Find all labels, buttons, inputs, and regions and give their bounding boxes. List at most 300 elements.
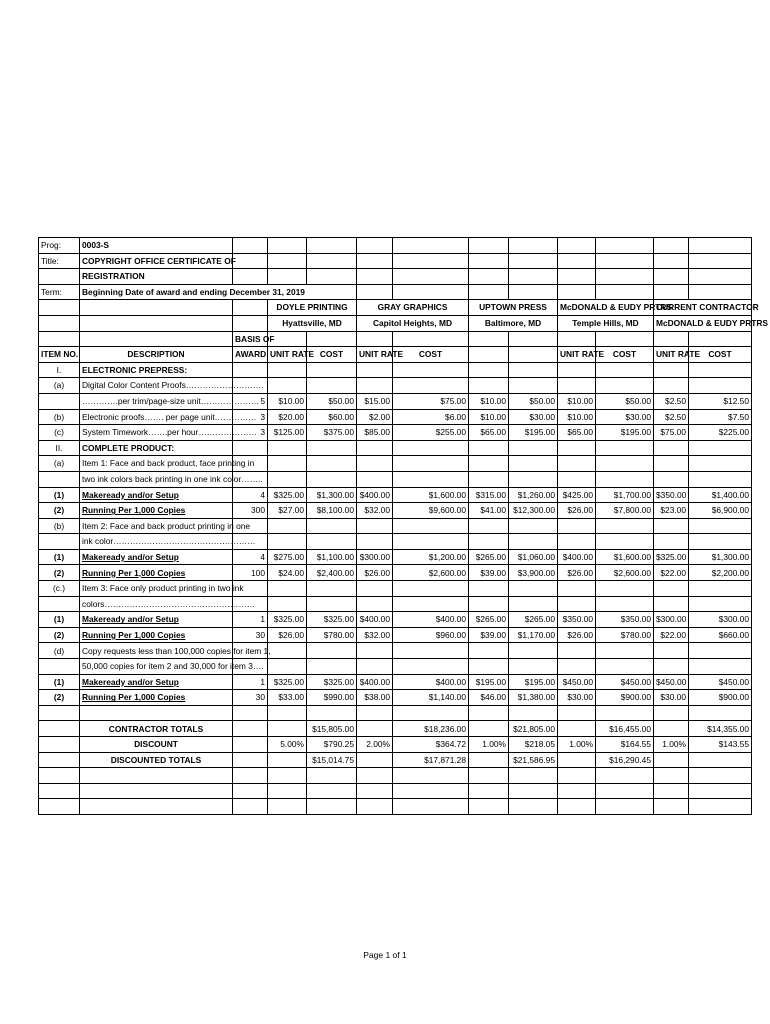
unit-rate-cell	[654, 440, 689, 456]
cost-header: COST	[307, 347, 357, 363]
blank-row	[39, 783, 752, 799]
description-header: DESCRIPTION	[80, 347, 233, 363]
table-row	[39, 409, 752, 425]
contractor-location-mcdonald: Temple Hills, MD	[558, 315, 654, 331]
cost-cell: $780.00	[596, 627, 654, 643]
unit-rate-cell: $15.00	[357, 393, 393, 409]
item-description: 50,000 copies for item 2 and 30,000 for item 3….	[80, 659, 233, 675]
item-number: (c.)	[39, 581, 80, 597]
basis-of-award	[233, 721, 268, 737]
empty-cell	[509, 768, 558, 784]
item-number	[39, 737, 80, 753]
cost-cell	[307, 581, 357, 597]
unit-rate-cell	[654, 643, 689, 659]
unit-rate-cell	[654, 378, 689, 394]
cost-cell	[509, 596, 558, 612]
unit-rate-cell	[469, 752, 509, 768]
unit-rate-cell: $265.00	[469, 549, 509, 565]
empty-cell	[233, 705, 268, 721]
page-number: Page 1 of 1	[363, 950, 407, 960]
cost-cell: $9,600.00	[393, 503, 469, 519]
unit-rate-cell	[654, 471, 689, 487]
title-row-2	[39, 269, 752, 285]
cost-cell	[393, 362, 469, 378]
cost-cell	[509, 534, 558, 550]
table-row	[39, 643, 752, 659]
empty-cell	[689, 768, 752, 784]
unit-rate-cell: $27.00	[268, 503, 307, 519]
cost-cell: $1,600.00	[596, 549, 654, 565]
unit-rate-cell	[558, 596, 596, 612]
item-number	[39, 471, 80, 487]
empty-cell	[233, 783, 268, 799]
unit-rate-cell: $32.00	[357, 627, 393, 643]
cost-cell: $225.00	[689, 425, 752, 441]
unit-rate-cell: 1.00%	[654, 737, 689, 753]
item-number: (2)	[39, 503, 80, 519]
unit-rate-cell	[357, 518, 393, 534]
unit-rate-cell	[558, 362, 596, 378]
cost-cell: $990.00	[307, 690, 357, 706]
unit-rate-cell	[268, 471, 307, 487]
unit-rate-cell	[268, 518, 307, 534]
basis-of-award	[233, 362, 268, 378]
item-no-header: ITEM NO.	[39, 347, 80, 363]
item-number: (1)	[39, 549, 80, 565]
cost-cell	[509, 456, 558, 472]
cost-cell: $3,900.00	[509, 565, 558, 581]
empty-cell	[80, 768, 233, 784]
unit-rate-cell	[469, 362, 509, 378]
unit-rate-cell	[654, 456, 689, 472]
cost-cell	[307, 643, 357, 659]
cost-cell	[307, 659, 357, 675]
item-description: ELECTRONIC PREPRESS:	[80, 362, 233, 378]
cost-header: COST	[596, 347, 654, 363]
empty-cell	[393, 783, 469, 799]
table-row	[39, 752, 752, 768]
unit-rate-cell	[268, 721, 307, 737]
cost-cell: $6.00	[393, 409, 469, 425]
cost-cell	[393, 378, 469, 394]
unit-rate-cell	[268, 362, 307, 378]
cost-cell	[689, 643, 752, 659]
cost-cell	[509, 440, 558, 456]
item-number	[39, 393, 80, 409]
table-row	[39, 425, 752, 441]
contractor-location-row	[39, 315, 752, 331]
cost-cell	[509, 362, 558, 378]
cost-cell: $17,871.28	[393, 752, 469, 768]
unit-rate-cell	[357, 534, 393, 550]
unit-rate-cell	[268, 440, 307, 456]
table-row	[39, 690, 752, 706]
cost-cell	[596, 471, 654, 487]
empty-cell	[558, 799, 596, 815]
empty-cell	[307, 783, 357, 799]
item-description: Item 1: Face and back product, face printing in	[80, 456, 233, 472]
table-row	[39, 596, 752, 612]
cost-cell: $195.00	[509, 425, 558, 441]
unit-rate-cell: $30.00	[558, 690, 596, 706]
title-label: Title:	[39, 253, 80, 269]
empty-cell	[80, 799, 233, 815]
cost-cell: $660.00	[689, 627, 752, 643]
cost-cell	[393, 456, 469, 472]
table-row	[39, 471, 752, 487]
cost-cell	[509, 378, 558, 394]
basis-of-award: 4	[233, 487, 268, 503]
empty-cell	[357, 799, 393, 815]
unit-rate-cell	[558, 721, 596, 737]
unit-rate-cell	[558, 471, 596, 487]
unit-rate-cell	[469, 659, 509, 675]
cost-cell: $1,200.00	[393, 549, 469, 565]
table-row	[39, 565, 752, 581]
unit-rate-cell: $315.00	[469, 487, 509, 503]
empty-cell	[357, 705, 393, 721]
unit-rate-cell	[268, 581, 307, 597]
empty-cell	[268, 705, 307, 721]
unit-rate-cell: $10.00	[268, 393, 307, 409]
unit-rate-cell: $2.00	[357, 409, 393, 425]
unit-rate-cell: $26.00	[357, 565, 393, 581]
cost-cell: $50.00	[596, 393, 654, 409]
cost-cell: $1,600.00	[393, 487, 469, 503]
contractor-location-uptown: Baltimore, MD	[469, 315, 558, 331]
basis-of-award: 1	[233, 674, 268, 690]
unit-rate-cell	[469, 534, 509, 550]
cost-cell: $375.00	[307, 425, 357, 441]
cost-cell	[307, 471, 357, 487]
unit-rate-cell	[654, 581, 689, 597]
cost-cell: $780.00	[307, 627, 357, 643]
cost-cell: $164.55	[596, 737, 654, 753]
empty-cell	[357, 768, 393, 784]
unit-rate-cell	[469, 596, 509, 612]
cost-cell: $15,014.75	[307, 752, 357, 768]
item-description: Running Per 1,000 Copies	[80, 690, 233, 706]
cost-cell: $30.00	[596, 409, 654, 425]
contractor-location-current: McDONALD & EUDY PRTRS	[654, 315, 752, 331]
cost-cell	[393, 581, 469, 597]
empty-cell	[39, 705, 80, 721]
contractor-name-doyle: DOYLE PRINTING	[268, 300, 357, 316]
unit-rate-cell: $39.00	[469, 565, 509, 581]
empty-cell	[689, 799, 752, 815]
unit-rate-cell: $33.00	[268, 690, 307, 706]
basis-header-line-1: BASIS OF	[233, 331, 268, 347]
item-number: (2)	[39, 627, 80, 643]
unit-rate-cell: $22.00	[654, 565, 689, 581]
cost-cell: $400.00	[393, 674, 469, 690]
cost-cell	[689, 581, 752, 597]
empty-cell	[596, 783, 654, 799]
unit-rate-cell: 1.00%	[469, 737, 509, 753]
basis-of-award: 300	[233, 503, 268, 519]
table-row	[39, 503, 752, 519]
cost-cell	[307, 534, 357, 550]
cost-cell	[689, 456, 752, 472]
table-row	[39, 487, 752, 503]
unit-rate-cell	[268, 456, 307, 472]
item-number	[39, 721, 80, 737]
unit-rate-cell: $325.00	[654, 549, 689, 565]
empty-cell	[596, 799, 654, 815]
empty-cell	[509, 783, 558, 799]
cost-cell	[596, 581, 654, 597]
cost-cell	[689, 518, 752, 534]
table-row	[39, 721, 752, 737]
item-description: COMPLETE PRODUCT:	[80, 440, 233, 456]
basis-header-row	[39, 331, 752, 347]
empty-cell	[357, 783, 393, 799]
empty-cell	[393, 768, 469, 784]
empty-cell	[39, 799, 80, 815]
contractor-location-doyle: Hyattsville, MD	[268, 315, 357, 331]
empty-cell	[654, 783, 689, 799]
blank-row	[39, 768, 752, 784]
cost-cell: $143.55	[689, 737, 752, 753]
empty-cell	[268, 799, 307, 815]
unit-rate-cell: $125.00	[268, 425, 307, 441]
cost-cell: $364.72	[393, 737, 469, 753]
empty-cell	[469, 768, 509, 784]
cost-cell	[689, 471, 752, 487]
basis-of-award: 3	[233, 409, 268, 425]
unit-rate-header: UNIT RATE	[558, 347, 596, 363]
cost-cell: $1,140.00	[393, 690, 469, 706]
cost-cell: $325.00	[307, 674, 357, 690]
item-description: Running Per 1,000 Copies	[80, 627, 233, 643]
unit-rate-cell: $2.50	[654, 409, 689, 425]
cost-cell	[307, 440, 357, 456]
cost-cell: $1,060.00	[509, 549, 558, 565]
table-row	[39, 659, 752, 675]
cost-cell: $60.00	[307, 409, 357, 425]
unit-rate-cell	[469, 471, 509, 487]
unit-rate-cell	[469, 456, 509, 472]
unit-rate-cell	[558, 440, 596, 456]
unit-rate-cell	[654, 534, 689, 550]
term-value: Beginning Date of award and ending December 31, 2019	[80, 284, 307, 300]
cost-cell	[596, 362, 654, 378]
basis-of-award: 30	[233, 627, 268, 643]
unit-rate-cell	[268, 752, 307, 768]
unit-rate-cell: $39.00	[469, 627, 509, 643]
unit-rate-cell	[469, 643, 509, 659]
unit-rate-cell: $325.00	[268, 487, 307, 503]
unit-rate-cell	[268, 643, 307, 659]
cost-header: COST	[689, 347, 752, 363]
cost-cell	[393, 659, 469, 675]
unit-rate-cell	[357, 721, 393, 737]
table-row	[39, 612, 752, 628]
cost-cell: $7,800.00	[596, 503, 654, 519]
empty-cell	[689, 705, 752, 721]
cost-cell	[393, 471, 469, 487]
unit-rate-cell: $23.00	[654, 503, 689, 519]
unit-rate-cell	[469, 518, 509, 534]
cost-header: COST	[393, 347, 469, 363]
cost-cell: $1,300.00	[689, 549, 752, 565]
cost-cell: $50.00	[509, 393, 558, 409]
cost-cell	[509, 643, 558, 659]
empty-cell	[596, 768, 654, 784]
item-description: ………….per trim/page-size unit…………………	[80, 393, 233, 409]
cost-cell: $8,100.00	[307, 503, 357, 519]
unit-rate-header: UNIT RATE	[268, 347, 307, 363]
empty-cell	[268, 783, 307, 799]
unit-rate-cell: $26.00	[558, 565, 596, 581]
unit-rate-cell: $32.00	[357, 503, 393, 519]
item-description: Electronic proofs……. per page unit……………	[80, 409, 233, 425]
unit-rate-cell: $275.00	[268, 549, 307, 565]
unit-rate-cell	[357, 752, 393, 768]
table-row	[39, 456, 752, 472]
unit-rate-cell	[469, 440, 509, 456]
contractor-location-gray: Capitol Heights, MD	[357, 315, 469, 331]
basis-of-award	[233, 752, 268, 768]
unit-rate-cell: 2.00%	[357, 737, 393, 753]
cost-cell: $195.00	[509, 674, 558, 690]
unit-rate-cell: $26.00	[558, 627, 596, 643]
unit-rate-cell	[469, 581, 509, 597]
bid-abstract-table	[38, 237, 768, 815]
item-description: ink color……………………………………………	[80, 534, 233, 550]
empty-cell	[689, 783, 752, 799]
basis-of-award	[233, 440, 268, 456]
unit-rate-cell: $400.00	[357, 612, 393, 628]
empty-cell	[469, 705, 509, 721]
unit-rate-cell: $300.00	[654, 612, 689, 628]
item-number	[39, 534, 80, 550]
unit-rate-cell	[558, 534, 596, 550]
item-description: two ink colors back printing in one ink color……..	[80, 471, 233, 487]
basis-of-award: 30	[233, 690, 268, 706]
cost-cell	[689, 534, 752, 550]
item-number	[39, 596, 80, 612]
prog-row	[39, 238, 752, 254]
total-label: CONTRACTOR TOTALS	[80, 721, 233, 737]
cost-cell	[689, 362, 752, 378]
cost-cell	[689, 378, 752, 394]
unit-rate-cell: $20.00	[268, 409, 307, 425]
cost-cell: $50.00	[307, 393, 357, 409]
cost-cell	[393, 643, 469, 659]
cost-cell	[393, 440, 469, 456]
item-number: (b)	[39, 518, 80, 534]
table-row	[39, 674, 752, 690]
total-label: DISCOUNT	[80, 737, 233, 753]
unit-rate-cell: $26.00	[558, 503, 596, 519]
unit-rate-cell	[357, 362, 393, 378]
unit-rate-cell: $325.00	[268, 612, 307, 628]
basis-header-line-2: AWARD	[233, 347, 268, 363]
cost-cell	[307, 596, 357, 612]
term-label: Term:	[39, 284, 80, 300]
basis-of-award	[233, 737, 268, 753]
unit-rate-cell: $38.00	[357, 690, 393, 706]
cost-cell	[596, 659, 654, 675]
title-line-1: COPYRIGHT OFFICE CERTIFICATE OF	[80, 253, 233, 269]
cost-cell: $2,600.00	[393, 565, 469, 581]
unit-rate-cell	[357, 659, 393, 675]
unit-rate-cell	[268, 659, 307, 675]
cost-cell: $21,586.95	[509, 752, 558, 768]
item-description: Makeready and/or Setup	[80, 487, 233, 503]
unit-rate-cell: $65.00	[558, 425, 596, 441]
unit-rate-cell: $41.00	[469, 503, 509, 519]
cost-cell: $1,100.00	[307, 549, 357, 565]
table-row	[39, 393, 752, 409]
title-line-2: REGISTRATION	[80, 269, 233, 285]
item-description: System Timework…….per hour…………………	[80, 425, 233, 441]
item-number: (d)	[39, 643, 80, 659]
empty-cell	[654, 768, 689, 784]
unit-rate-cell: $22.00	[654, 627, 689, 643]
item-description: Digital Color Content Proofs……………………….	[80, 378, 233, 394]
cost-cell: $1,700.00	[596, 487, 654, 503]
cost-cell	[509, 518, 558, 534]
cost-cell	[689, 596, 752, 612]
item-number: (a)	[39, 456, 80, 472]
cost-cell: $16,455.00	[596, 721, 654, 737]
basis-of-award: 5	[233, 393, 268, 409]
item-description: Makeready and/or Setup	[80, 612, 233, 628]
unit-rate-cell	[357, 643, 393, 659]
unit-rate-cell	[357, 581, 393, 597]
term-row	[39, 284, 752, 300]
cost-cell: $15,805.00	[307, 721, 357, 737]
cost-cell: $1,170.00	[509, 627, 558, 643]
unit-rate-cell	[654, 721, 689, 737]
item-description: Item 3: Face only product printing in two ink	[80, 581, 233, 597]
cost-cell	[689, 752, 752, 768]
unit-rate-cell: $300.00	[357, 549, 393, 565]
cost-cell: $16,290.45	[596, 752, 654, 768]
empty-cell	[307, 705, 357, 721]
unit-rate-cell	[558, 378, 596, 394]
cost-cell: $900.00	[689, 690, 752, 706]
cost-cell: $1,380.00	[509, 690, 558, 706]
item-number: (1)	[39, 674, 80, 690]
item-number: II.	[39, 440, 80, 456]
unit-rate-cell: $10.00	[558, 393, 596, 409]
unit-rate-cell: $2.50	[654, 393, 689, 409]
item-description: Makeready and/or Setup	[80, 549, 233, 565]
cost-cell	[307, 518, 357, 534]
item-number: (c)	[39, 425, 80, 441]
item-number: I.	[39, 362, 80, 378]
unit-rate-cell	[558, 643, 596, 659]
unit-rate-cell: $10.00	[469, 409, 509, 425]
item-description: colors………………………………………………	[80, 596, 233, 612]
unit-rate-cell: 1.00%	[558, 737, 596, 753]
unit-rate-cell: $325.00	[268, 674, 307, 690]
empty-cell	[307, 768, 357, 784]
cost-cell: $12.50	[689, 393, 752, 409]
unit-rate-cell	[357, 440, 393, 456]
cost-cell: $350.00	[596, 612, 654, 628]
cost-cell: $450.00	[689, 674, 752, 690]
contractor-name-gray: GRAY GRAPHICS	[357, 300, 469, 316]
unit-rate-cell	[357, 378, 393, 394]
unit-rate-cell: $24.00	[268, 565, 307, 581]
cost-cell	[596, 378, 654, 394]
unit-rate-cell	[357, 596, 393, 612]
table-row	[39, 440, 752, 456]
